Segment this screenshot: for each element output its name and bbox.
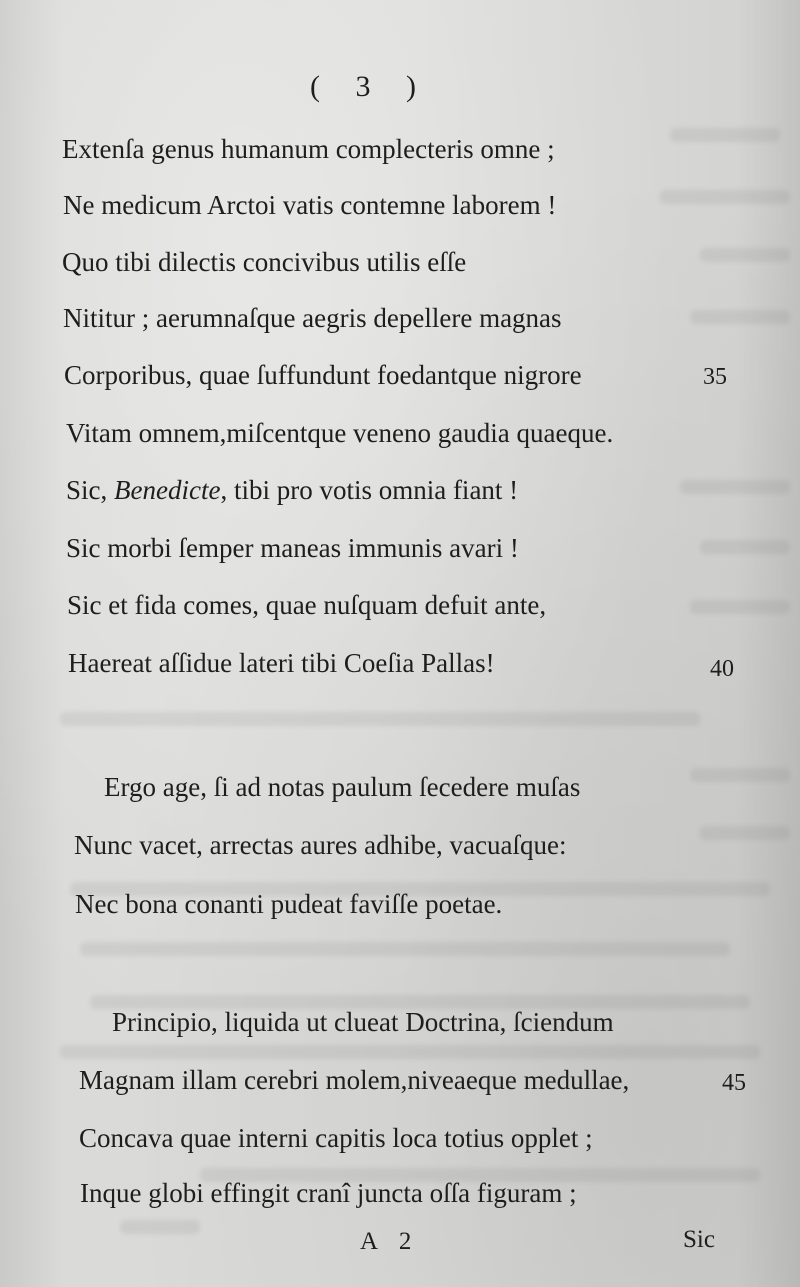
verse-line: Nititur ; aerumnaſque aegris depellere magnas [63, 303, 562, 333]
verse-line: Haereat aſſidue lateri tibi Coeſia Pallas! [68, 648, 495, 678]
verse-line [66, 475, 518, 505]
verse-line-number: 35 [703, 364, 727, 390]
verse-text: , tibi pro votis omnia fiant ! [220, 475, 519, 505]
dedicatee-name: Benedicte [114, 475, 221, 505]
verse-line: Extenſa genus humanum complecteris omne ; [62, 134, 555, 164]
verse-line: Inque globi effingit cranî juncta oſſa figuram ; [80, 1178, 577, 1208]
verse-line: Quo tibi dilectis concivibus utilis eſſe [62, 247, 467, 277]
verse-line-number: 45 [722, 1070, 746, 1096]
verse-line: Sic et fida comes, quae nuſquam defuit ante, [67, 590, 547, 620]
catchword: Sic [683, 1226, 715, 1253]
verse-line: Principio, liquida ut clueat Doctrina, ſciendum [112, 1007, 614, 1037]
verse-line: Concava quae interni capitis loca totius opplet ; [79, 1123, 593, 1153]
verse-line: Vitam omnem,miſcentque veneno gaudia quaeque. [66, 418, 614, 448]
verse-line-number: 40 [710, 656, 734, 682]
verse-line: Ergo age, ſi ad notas paulum ſecedere muſas [104, 772, 581, 802]
signature-mark: A 2 [360, 1228, 420, 1255]
verse-line: Nunc vacet, arrectas aures adhibe, vacuaſque: [74, 830, 567, 860]
verse-line: Sic morbi ſemper maneas immunis avari ! [66, 533, 519, 563]
verse-line: Magnam illam cerebri molem,niveaeque medullae, [79, 1065, 630, 1095]
page-number: ( 3 ) [310, 70, 430, 103]
verse-text: Sic, [66, 475, 115, 505]
verse-line: Ne medicum Arctoi vatis contemne laborem ! [63, 190, 557, 220]
verse-line: Corporibus, quae ſuffundunt foedantque nigrore [64, 360, 582, 390]
verse-line: Nec bona conanti pudeat faviſſe poetae. [75, 889, 503, 919]
